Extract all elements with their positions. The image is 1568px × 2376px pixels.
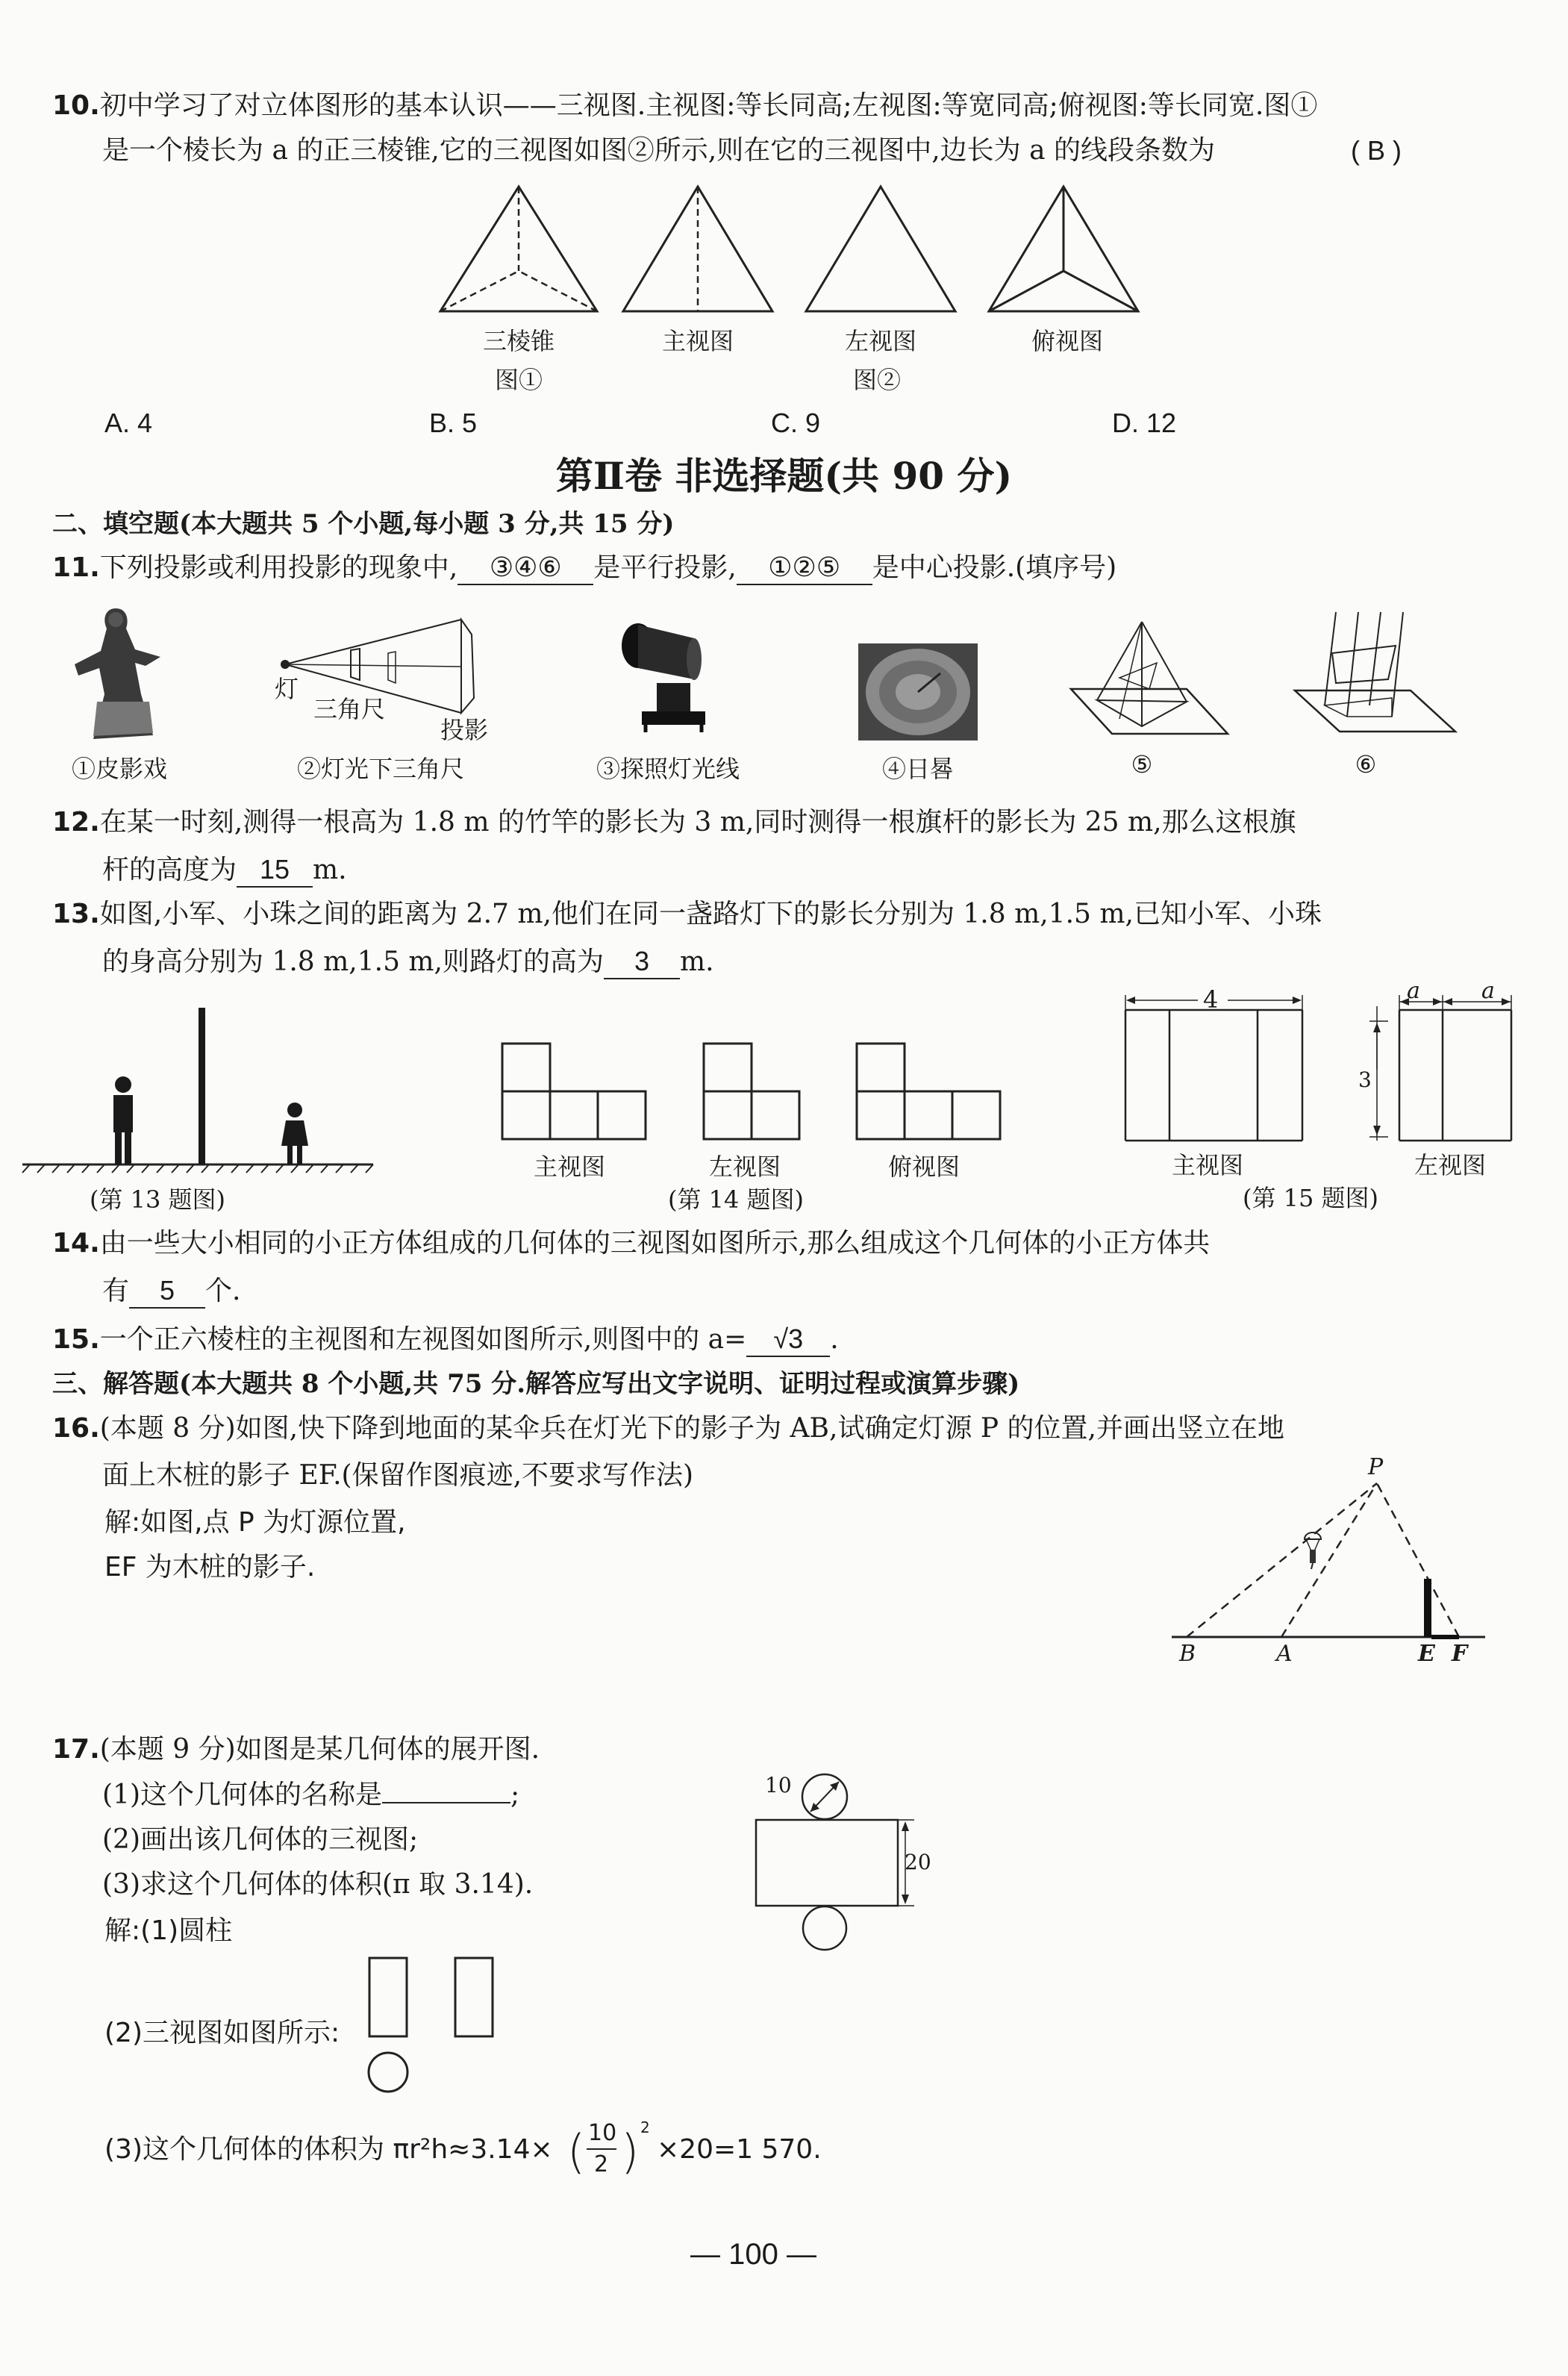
q12-line2 bbox=[102, 853, 347, 888]
q14-text-post: 个. bbox=[205, 1276, 241, 1306]
part2-header-text: 二、填空题(本大题共 5 个小题,每小题 3 分,共 15 分) bbox=[52, 509, 675, 539]
q16-point-a: A bbox=[1276, 1641, 1293, 1667]
q16-point-e: E bbox=[1418, 1641, 1435, 1667]
q11-caption-6: ⑥ bbox=[1355, 750, 1377, 779]
q17-frac-num: 10 bbox=[588, 2120, 617, 2146]
q11-caption-2: ②灯光下三角尺 bbox=[296, 755, 464, 783]
q11-line bbox=[52, 551, 1116, 585]
q17-dim-10: 10 bbox=[765, 1773, 792, 1797]
q17-sub1-end: ; bbox=[510, 1780, 520, 1810]
q16-line2 bbox=[102, 1459, 693, 1492]
fig13-lamp-scene bbox=[22, 1004, 381, 1176]
fig13-caption: (第 13 题图) bbox=[90, 1185, 226, 1214]
q10-option-d: D. 12 bbox=[1112, 408, 1177, 438]
fig14-top-view bbox=[855, 1041, 1004, 1142]
q17-sub1-text: (1)这个几何体的名称是 bbox=[102, 1780, 382, 1810]
q12-text1: 在某一时刻,测得一根高为 1.8 m 的竹竿的影长为 3 m,同时测得一根旗杆的影长为 25 m,那么这根旗 bbox=[99, 807, 1296, 838]
q17-answer-3 bbox=[104, 2133, 553, 2166]
q11-caption-5: ⑤ bbox=[1131, 750, 1153, 779]
q15-answer: √3 bbox=[746, 1323, 830, 1357]
q10-label-left: 左视图 bbox=[844, 327, 916, 355]
fig15-left-view bbox=[1355, 991, 1526, 1144]
q13-number: 13. bbox=[52, 899, 100, 929]
q11-text-mid: 是平行投影, bbox=[593, 552, 737, 583]
q17-sub2: (2)画出该几何体的三视图; bbox=[102, 1824, 419, 1855]
q14-line1 bbox=[52, 1227, 1210, 1260]
q17-answer-3-pre: (3)这个几何体的体积为 πr²h≈3.14× bbox=[104, 2134, 553, 2165]
q16-line1 bbox=[52, 1412, 1284, 1445]
q10-number: 10. bbox=[52, 90, 100, 121]
q16-solution-1: 解:如图,点 P 为灯源位置, bbox=[104, 1507, 406, 1538]
q10-front-view bbox=[619, 183, 776, 317]
fig14-top-label: 俯视图 bbox=[888, 1153, 961, 1181]
q16-text2: 面上木桩的影子 EF.(保留作图痕迹,不要求写作法) bbox=[102, 1460, 694, 1491]
q13-text-post: m. bbox=[680, 947, 714, 977]
fig15-left-label: 左视图 bbox=[1414, 1151, 1487, 1179]
fig14-caption: (第 14 题图) bbox=[668, 1185, 805, 1214]
q17-number: 17. bbox=[52, 1734, 100, 1765]
q12-line1 bbox=[52, 806, 1296, 839]
q11-text-post: 是中心投影.(填序号) bbox=[872, 552, 1117, 583]
q13-text-pre: 的身高分别为 1.8 m,1.5 m,则路灯的高为 bbox=[102, 947, 604, 977]
q11-caption-1: ①皮影戏 bbox=[71, 755, 167, 783]
q10-pyramid-figure bbox=[437, 183, 601, 317]
page-number: — 100 — bbox=[690, 2238, 816, 2271]
q11-number: 11. bbox=[52, 552, 100, 583]
q12-number: 12. bbox=[52, 807, 100, 838]
q13-line1 bbox=[52, 898, 1322, 931]
shadow-puppet-image bbox=[63, 605, 175, 746]
fig14-left-view bbox=[702, 1041, 806, 1142]
q17-frac-den: 2 bbox=[594, 2151, 609, 2177]
parallel-projection-image bbox=[1291, 608, 1463, 735]
q16-point-p: P bbox=[1368, 1454, 1384, 1480]
q16-solution-2: EF 为木桩的影子. bbox=[104, 1552, 316, 1583]
searchlight-image bbox=[616, 616, 720, 735]
part2-header bbox=[52, 508, 675, 540]
q10-line1 bbox=[52, 90, 1317, 122]
q10-top-view bbox=[985, 183, 1142, 317]
sundial-image bbox=[858, 643, 978, 740]
q10-fig2-label: 图② bbox=[852, 366, 901, 394]
q10-option-c: C. 9 bbox=[771, 408, 821, 438]
q17-head-text: (本题 9 分)如图是某几何体的展开图. bbox=[99, 1734, 540, 1765]
q16-point-f: F bbox=[1452, 1641, 1468, 1667]
q17-answer-3-post: ×20=1 570. bbox=[657, 2134, 822, 2165]
q17-answer-1: 解:(1)圆柱 bbox=[104, 1915, 233, 1946]
q14-line2 bbox=[102, 1274, 240, 1309]
q17-fraction: ( 10 2 ) 2 bbox=[567, 2118, 650, 2179]
part3-header bbox=[52, 1368, 1019, 1400]
paratrooper-icon bbox=[1305, 1532, 1321, 1569]
fig15-caption: (第 15 题图) bbox=[1243, 1184, 1379, 1212]
fig14-left-label: 左视图 bbox=[709, 1153, 781, 1181]
q17-three-views bbox=[358, 1954, 507, 2096]
q10-answer: ( B ) bbox=[1351, 135, 1402, 166]
q12-text-pre: 杆的高度为 bbox=[102, 855, 237, 885]
part3-header-text: 三、解答题(本大题共 8 个小题,共 75 分.解答应写出文字说明、证明过程或演算步骤) bbox=[52, 1369, 1020, 1399]
q10-label-pyramid: 三棱锥 bbox=[482, 327, 555, 355]
q10-left-view bbox=[802, 183, 959, 317]
fig15-dim-4: 4 bbox=[1203, 985, 1219, 1014]
fig14-front-view bbox=[500, 1041, 649, 1142]
q11-caption-3: ③探照灯光线 bbox=[596, 755, 740, 783]
q14-text1: 由一些大小相同的小正方体组成的几何体的三视图如图所示,那么组成这个几何体的小正方体共 bbox=[99, 1228, 1211, 1259]
fig15-dim-a-first: a bbox=[1407, 978, 1420, 1004]
q10-option-a: A. 4 bbox=[104, 408, 153, 438]
q16-point-b: B bbox=[1179, 1641, 1196, 1667]
q10-option-b: B. 5 bbox=[429, 408, 478, 438]
q15-number: 15. bbox=[52, 1324, 100, 1355]
q13-answer: 3 bbox=[604, 945, 680, 979]
q12-answer: 15 bbox=[237, 853, 313, 888]
q13-line2 bbox=[102, 945, 714, 979]
q11-text-pre: 下列投影或利用投影的现象中, bbox=[99, 552, 458, 583]
fig15-dim-3: 3 bbox=[1358, 1067, 1372, 1092]
q10-label-front: 主视图 bbox=[661, 327, 734, 355]
q12-text-post: m. bbox=[313, 855, 347, 885]
q17-head bbox=[52, 1733, 540, 1766]
q13-text1: 如图,小军、小珠之间的距离为 2.7 m,他们在同一盏路灯下的影长分别为 1.8 m,1.5 m,已知小军、小珠 bbox=[99, 899, 1322, 929]
q17-exponent: 2 bbox=[640, 2118, 650, 2136]
q14-answer: 5 bbox=[129, 1274, 205, 1309]
q17-sub1 bbox=[102, 1779, 519, 1812]
q10-line2 bbox=[102, 134, 1215, 167]
pyramid-projection-image bbox=[1067, 618, 1231, 738]
q17-answer-2: (2)三视图如图所示: bbox=[104, 2018, 340, 2048]
q11-answer-parallel: ③④⑥ bbox=[457, 551, 593, 585]
q15-text-pre: 一个正六棱柱的主视图和左视图如图所示,则图中的 a= bbox=[99, 1324, 747, 1355]
section-2-title: 第Ⅱ卷 非选择题(共 90 分) bbox=[555, 454, 1013, 498]
q14-number: 14. bbox=[52, 1228, 100, 1259]
fig14-front-label: 主视图 bbox=[534, 1153, 606, 1181]
fig15-dim-a-second: a bbox=[1481, 978, 1495, 1004]
q14-text-pre: 有 bbox=[102, 1276, 130, 1306]
q11-ruler-label: 三角尺 bbox=[313, 695, 386, 723]
q10-label-top: 俯视图 bbox=[1031, 327, 1103, 355]
q17-dim-20: 20 bbox=[905, 1850, 931, 1874]
q10-text1: 初中学习了对立体图形的基本认识——三视图.主视图:等长同高;左视图:等宽同高;俯视图:等长同宽.图① bbox=[99, 90, 1318, 121]
fig15-front-view bbox=[1123, 991, 1317, 1144]
q16-text1: (本题 8 分)如图,快下降到地面的某伞兵在灯光下的影子为 AB,试确定灯源 P 的位置,并画出竖立在地 bbox=[99, 1413, 1284, 1444]
q16-light-diagram bbox=[1164, 1456, 1493, 1657]
q15-text-post: . bbox=[830, 1324, 839, 1355]
q10-fig1-label: 图① bbox=[494, 366, 543, 394]
q11-answer-central: ①②⑤ bbox=[737, 551, 872, 585]
q15-line bbox=[52, 1323, 839, 1357]
xiaozhu-figure bbox=[281, 1103, 308, 1164]
q16-number: 16. bbox=[52, 1413, 100, 1444]
q10-text2: 是一个棱长为 a 的正三棱锥,它的三视图如图②所示,则在它的三视图中,边长为 a 的线段条数为 bbox=[102, 135, 1216, 166]
fig15-front-label: 主视图 bbox=[1172, 1151, 1244, 1179]
q17-sub3: (3)求这个几何体的体积(π 取 3.14). bbox=[102, 1869, 534, 1900]
xiaojun-figure bbox=[113, 1076, 133, 1164]
q11-shadow-label: 投影 bbox=[440, 716, 489, 744]
q11-caption-4: ④日晷 bbox=[881, 755, 954, 783]
q11-lamp-label: 灯 bbox=[275, 675, 299, 703]
